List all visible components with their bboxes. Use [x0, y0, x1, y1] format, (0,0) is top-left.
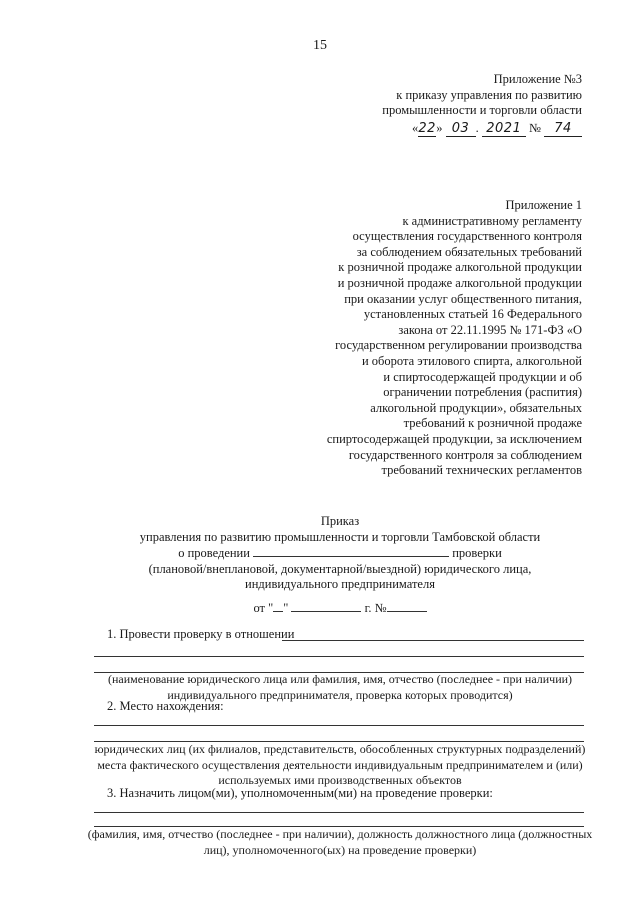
appendix1-line: Приложение 1: [505, 198, 582, 212]
order-header: [60, 514, 620, 593]
year-number-label: г. №: [364, 601, 387, 615]
open-quote: «: [411, 120, 419, 135]
inspection-type-blank[interactable]: [253, 545, 449, 557]
item3-field-line[interactable]: [94, 812, 584, 813]
appendix1-line: государственного контроля за соблюдением: [348, 447, 582, 462]
item2-note-line3: используемых ими производственных объектов: [218, 773, 462, 787]
appendix1-line: требований технических регламентов: [381, 463, 582, 478]
item1-field-line-2[interactable]: [94, 656, 584, 657]
order-number-blank[interactable]: [387, 600, 427, 612]
item1-note-line1: (наименование юридического лица или фамилия, имя, отчество (последнее - при наличии): [107, 672, 573, 686]
order-about-suffix: проверки: [452, 546, 502, 560]
item2-field-line[interactable]: [94, 725, 584, 726]
appendix1-line: и спиртосодержащей продукции и об: [383, 369, 582, 384]
order-date-line: [60, 600, 620, 617]
page-number: 15: [313, 38, 327, 53]
order-title: Приказ: [320, 514, 360, 528]
appendix1-line: ограничении потребления (распития): [383, 385, 582, 400]
close-quote: »: [436, 120, 443, 135]
appendix1-line: к административному регламенту: [402, 213, 582, 228]
appendix1-line: за соблюдением обязательных требований: [356, 244, 582, 259]
month-blank[interactable]: [291, 600, 361, 612]
date-mid: ": [283, 601, 289, 615]
appendix1-line: к розничной продаже алкогольной продукции: [338, 260, 582, 275]
appendix1-block: [327, 198, 582, 479]
number-label: №: [528, 120, 541, 135]
appendix1-line: спиртосодержащей продукции, за исключением: [326, 431, 582, 446]
appendix1-line: и оборота этилового спирта, алкогольной: [361, 353, 582, 368]
handwritten-number: 74: [544, 121, 582, 138]
item2-note-line1: юридических лиц (их филиалов, представительств, обособленных структурных подразделений): [94, 742, 586, 756]
item1-note-line2: индивидуального предпринимателя, проверка которых проводится): [167, 687, 513, 702]
order-about-line: [60, 545, 620, 562]
item3-note: [60, 827, 620, 858]
appendix1-line: при оказании услуг общественного питания,: [344, 291, 582, 306]
appendix3-line1: к приказу управления по развитию: [396, 87, 582, 102]
appendix3-title: Приложение №3: [493, 72, 582, 86]
order-entrepreneur-line: индивидуального предпринимателя: [245, 577, 435, 591]
appendix3-line2: промышленности и торговли области: [382, 103, 582, 118]
day-blank[interactable]: [273, 600, 283, 612]
order-subtitle: управления по развитию промышленности и торговли Тамбовской области: [139, 529, 541, 544]
appendix1-line: закона от 22.11.1995 № 171-ФЗ «О: [398, 322, 582, 337]
item3-note-line1: (фамилия, имя, отчество (последнее - при наличии), должность должностного лица (должностных: [87, 827, 593, 841]
item2-note: [60, 742, 620, 789]
appendix1-line: установленных статьей 16 Федерального: [363, 307, 582, 322]
appendix1-line: и розничной продаже алкогольной продукции: [337, 275, 582, 290]
appendix1-line: государственном регулировании производства: [335, 338, 582, 353]
appendix1-line: требований к розничной продаже: [403, 416, 582, 431]
appendix3-block: [382, 72, 582, 137]
order-types-line: (плановой/внеплановой, документарной/выездной) юридического лица,: [148, 561, 532, 576]
item3-note-line2: лиц), уполномоченного(ых) на проведение проверки): [203, 842, 477, 857]
item3-label: 3. Назначить лицом(ми), уполномоченным(ми) на проведение проверки:: [107, 786, 493, 800]
order-about-prefix: о проведении: [178, 546, 250, 560]
handwritten-month: 03: [446, 121, 476, 138]
handwritten-year: 2021: [482, 121, 526, 138]
date-prefix: от ": [253, 601, 274, 615]
appendix1-line: осуществления государственного контроля: [352, 229, 582, 244]
appendix3-date-line: «22» 03 . 2021 № 74: [382, 121, 582, 138]
item2-label: 2. Место нахождения:: [107, 699, 224, 713]
handwritten-day: 22: [418, 120, 436, 136]
appendix1-line: алкогольной продукции», обязательных: [370, 400, 582, 415]
item1-label: 1. Провести проверку в отношении: [107, 627, 295, 641]
item1-field-line[interactable]: [282, 640, 584, 641]
item2-note-line2: места фактического осуществления деятельности индивидуальным предпринимателем и (или): [97, 757, 583, 772]
